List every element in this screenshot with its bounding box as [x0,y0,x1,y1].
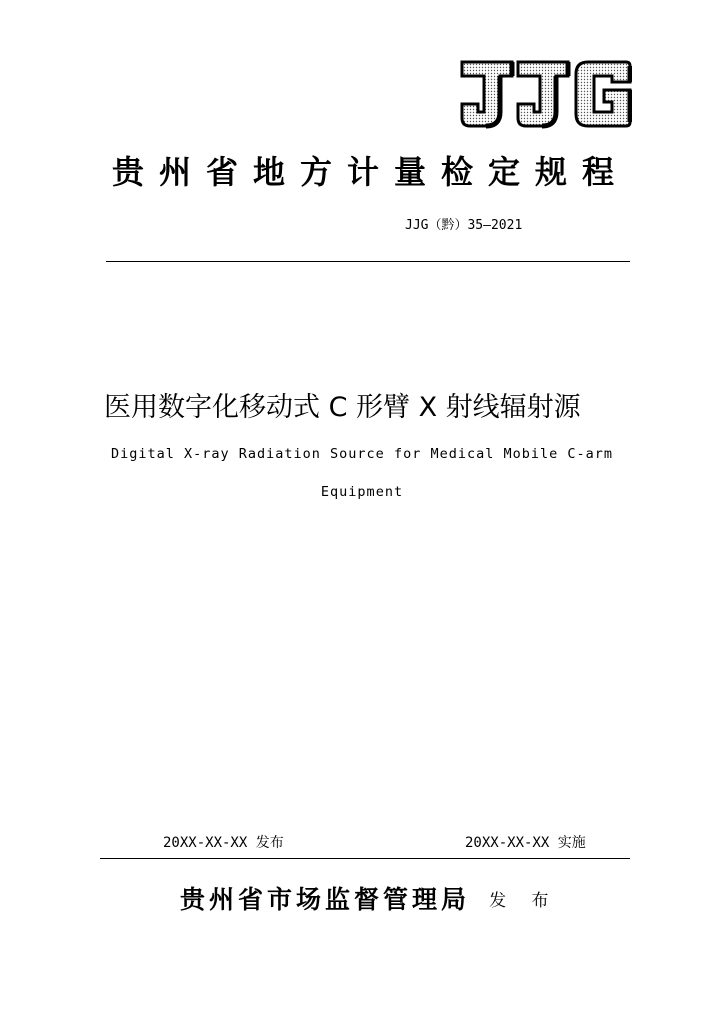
jjg-logo [460,60,632,130]
regulation-category-title: 贵州省地方计量检定规程 [112,153,630,191]
logo-letter-g [576,62,630,126]
document-title-cn: 医用数字化移动式 C 形臂 X 射线辐射源 [104,392,581,423]
document-title-en-line2: Equipment [320,484,404,500]
document-code: JJG（黔）35—2021 [405,218,523,233]
implementation-date: 20XX-XX-XX 实施 [465,835,586,851]
issuing-authority: 贵州省市场监督管理局 [180,885,471,914]
document-title-en-line1: Digital X-ray Radiation Source for Medical Mobile C-arm [110,446,614,462]
publish-date: 20XX-XX-XX 发布 [163,835,284,851]
logo-letter-j2 [518,62,568,126]
issuer-block [180,880,559,916]
header-divider [106,261,630,262]
issue-action: 发 布 [489,890,559,911]
footer-divider [100,858,630,859]
logo-letter-j1 [462,62,512,126]
